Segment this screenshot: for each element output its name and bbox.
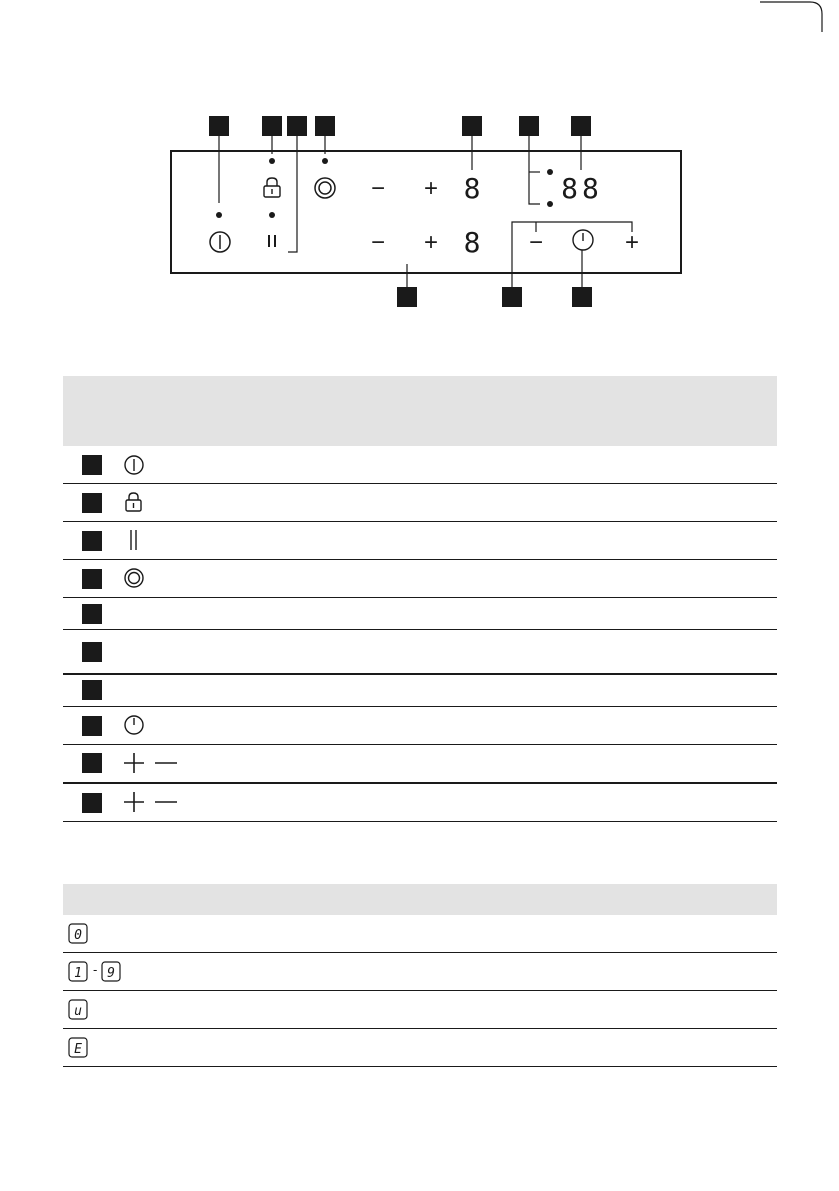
indicator-dot-pause xyxy=(269,212,275,218)
display-symbol-box xyxy=(68,923,90,945)
timer-plus-button[interactable]: + xyxy=(624,229,640,256)
plus-minus-icon xyxy=(123,751,183,775)
controls-table-header xyxy=(63,376,777,446)
indicator-dot-lock xyxy=(269,158,275,164)
callout-square-9 xyxy=(502,287,522,307)
table-row xyxy=(63,745,777,784)
row-number-square xyxy=(82,793,102,813)
indicator-dot-timer-a xyxy=(547,169,553,175)
callout-square-10 xyxy=(572,287,592,307)
pause-icon[interactable] xyxy=(269,235,275,247)
row-number-square xyxy=(82,455,102,475)
range-dash: - xyxy=(93,962,98,977)
table-row xyxy=(63,446,777,484)
indicator-dot-ring xyxy=(322,158,328,164)
zone1-minus-button[interactable]: − xyxy=(370,175,386,202)
lock-icon[interactable] xyxy=(264,178,280,197)
callout-square-3 xyxy=(287,116,307,136)
zone2-plus-button[interactable]: + xyxy=(423,229,439,256)
double-ring-icon xyxy=(123,567,147,589)
callout-square-5 xyxy=(462,116,482,136)
table-row xyxy=(63,675,777,707)
table-row xyxy=(63,915,777,953)
display-table xyxy=(63,884,777,1067)
display-symbol: 0 xyxy=(74,928,82,943)
display-symbol-box xyxy=(68,1037,90,1059)
timer-display: 88 xyxy=(561,172,603,205)
row-number-square xyxy=(82,604,102,624)
row-number-square xyxy=(82,569,102,589)
indicator-dot-power xyxy=(216,212,222,218)
double-ring-icon[interactable] xyxy=(315,178,335,198)
leader-lines xyxy=(219,136,632,287)
callout-square-2 xyxy=(262,116,282,136)
row-number-square xyxy=(82,531,102,551)
display-symbol-box xyxy=(101,961,123,983)
zone2-minus-button[interactable]: − xyxy=(370,229,386,256)
table-row xyxy=(63,1029,777,1067)
callout-square-1 xyxy=(209,116,229,136)
row-number-square xyxy=(82,716,102,736)
pause-icon xyxy=(123,528,147,552)
callout-square-6 xyxy=(519,116,539,136)
table-row xyxy=(63,630,777,675)
table-row xyxy=(63,784,777,822)
table-row xyxy=(63,522,777,560)
table-row xyxy=(63,560,777,598)
timer-icon xyxy=(123,713,147,737)
callout-square-7 xyxy=(571,116,591,136)
display-symbol: u xyxy=(74,1004,82,1019)
page-corner-mark xyxy=(760,2,822,32)
callout-square-8 xyxy=(397,287,417,307)
row-number-square xyxy=(82,753,102,773)
display-symbol: E xyxy=(74,1042,82,1057)
callout-square-4 xyxy=(315,116,335,136)
row-number-square xyxy=(82,680,102,700)
timer-minus-button[interactable]: − xyxy=(528,229,544,256)
row-number-square xyxy=(82,493,102,513)
display-symbol-box xyxy=(68,999,90,1021)
control-panel-diagram xyxy=(0,0,839,330)
power-icon xyxy=(123,454,147,476)
table-row xyxy=(63,707,777,745)
controls-table xyxy=(63,376,777,822)
table-row xyxy=(63,598,777,630)
zone1-power-display: 8 xyxy=(463,172,481,205)
zone2-power-display: 8 xyxy=(463,226,481,259)
display-symbol: 1 xyxy=(74,966,82,981)
row-number-square xyxy=(82,642,102,662)
power-icon[interactable] xyxy=(210,232,230,252)
indicator-dot-timer-b xyxy=(547,201,553,207)
table-row xyxy=(63,484,777,522)
display-table-header xyxy=(63,884,777,915)
timer-icon[interactable] xyxy=(573,230,593,250)
lock-icon xyxy=(123,491,147,513)
table-row xyxy=(63,953,777,991)
zone1-plus-button[interactable]: + xyxy=(423,175,439,202)
display-symbol-box xyxy=(68,961,90,983)
table-row xyxy=(63,991,777,1029)
plus-minus-icon xyxy=(123,790,183,814)
display-symbol: 9 xyxy=(107,966,115,981)
